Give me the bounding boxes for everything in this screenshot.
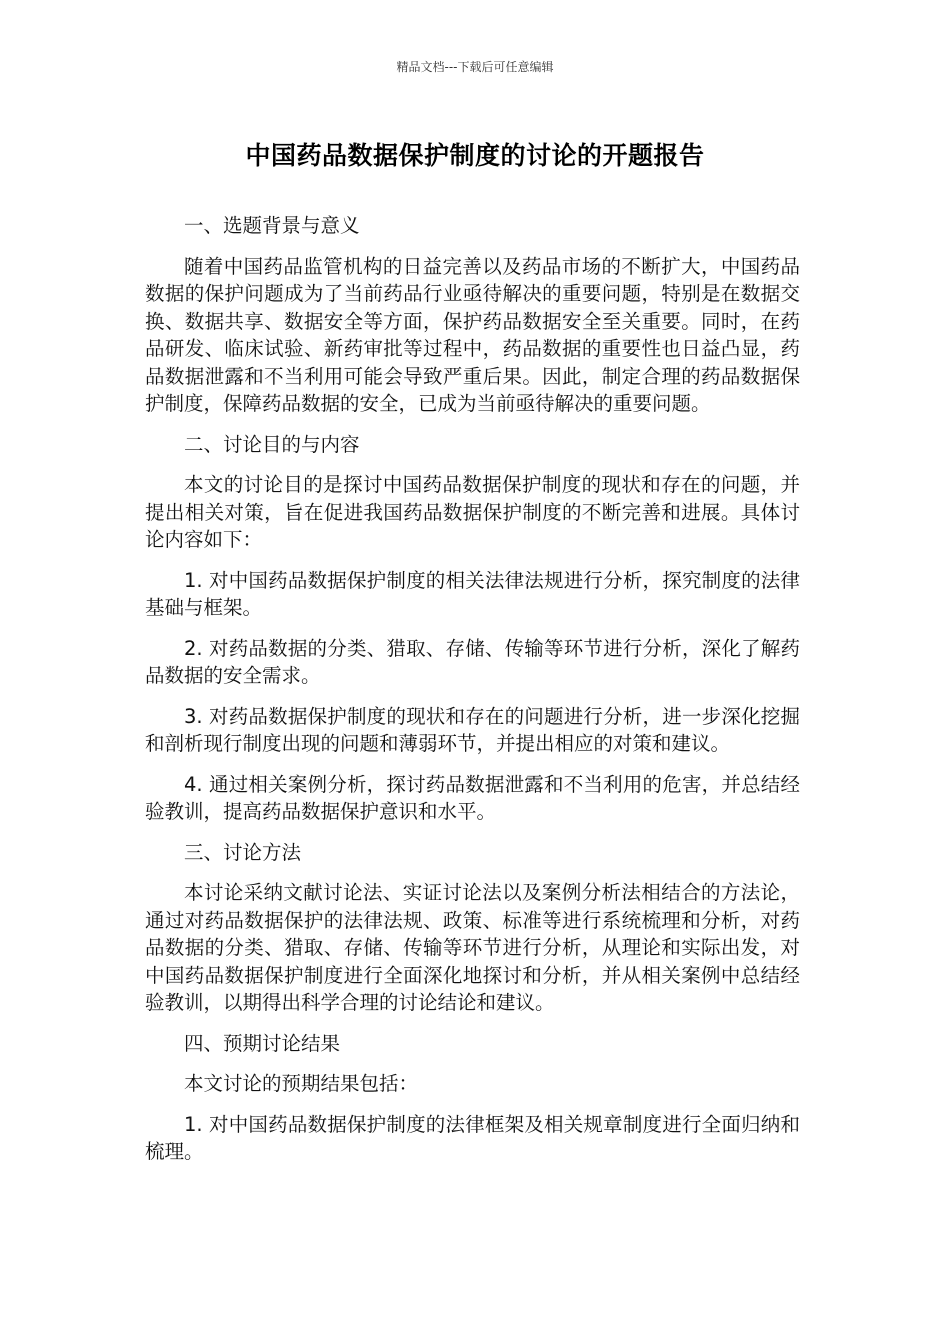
section-heading-background: 一、选题背景与意义 [184,214,360,237]
section-heading-expected-results: 四、预期讨论结果 [184,1031,341,1055]
paragraph-method: 本讨论采纳文献讨论法、实证讨论法以及案例分析法相结合的方法论，通过对药品数据保护的法律法规、政策、标准等进行系统梳理和分析，对药品数据的分类、猎取、存储、传输等环节进行分析，从理论和实际出发，对中国药品数据保护制度进行全面深化地探讨和分析，并从相关案例中总结经验教训，以期得出科学合理的讨论结论和建议。 [145,881,800,1014]
list-item-content-3: 3. 对药品数据保护制度的现状和存在的问题进行分析，进一步深化挖掘和剖析现行制度出现的问题和薄弱环节，并提出相应的对策和建议。 [145,704,800,755]
paragraph-expected-results-intro: 本文讨论的预期结果包括： [184,1072,419,1095]
list-item-content-1: 1. 对中国药品数据保护制度的相关法律法规进行分析，探究制度的法律基础与框架。 [145,568,800,619]
paragraph-purpose: 本文的讨论目的是探讨中国药品数据保护制度的现状和存在的问题，并提出相关对策，旨在促进我国药品数据保护制度的不断完善和进展。具体讨论内容如下： [145,473,800,551]
header-note: 精品文档---下载后可任意编辑 [396,60,554,74]
paragraph-background: 随着中国药品监管机构的日益完善以及药品市场的不断扩大，中国药品数据的保护问题成为了当前药品行业亟待解决的重要问题，特别是在数据交换、数据共享、数据安全等方面，保护药品数据安全至关重要。同时，在药品研发、临床试验、新药审批等过程中，药品数据的重要性也日益凸显，药品数据泄露和不当利用可能会导致严重后果。因此，制定合理的药品数据保护制度，保障药品数据的安全，已成为当前亟待解决的重要问题。 [145,254,800,415]
section-heading-method: 三、讨论方法 [184,840,302,864]
document-title: 中国药品数据保护制度的讨论的开题报告 [245,141,705,170]
section-heading-purpose: 二、讨论目的与内容 [184,432,360,456]
document-body [145,212,800,1179]
list-item-content-4: 4. 通过相关案例分析，探讨药品数据泄露和不当利用的危害，并总结经验教训，提高药品数据保护意识和水平。 [145,772,800,823]
list-item-content-2: 2. 对药品数据的分类、猎取、存储、传输等环节进行分析，深化了解药品数据的安全需求。 [145,636,800,687]
list-item-result-1: 1. 对中国药品数据保护制度的法律框架及相关规章制度进行全面归纳和梳理。 [145,1112,800,1163]
